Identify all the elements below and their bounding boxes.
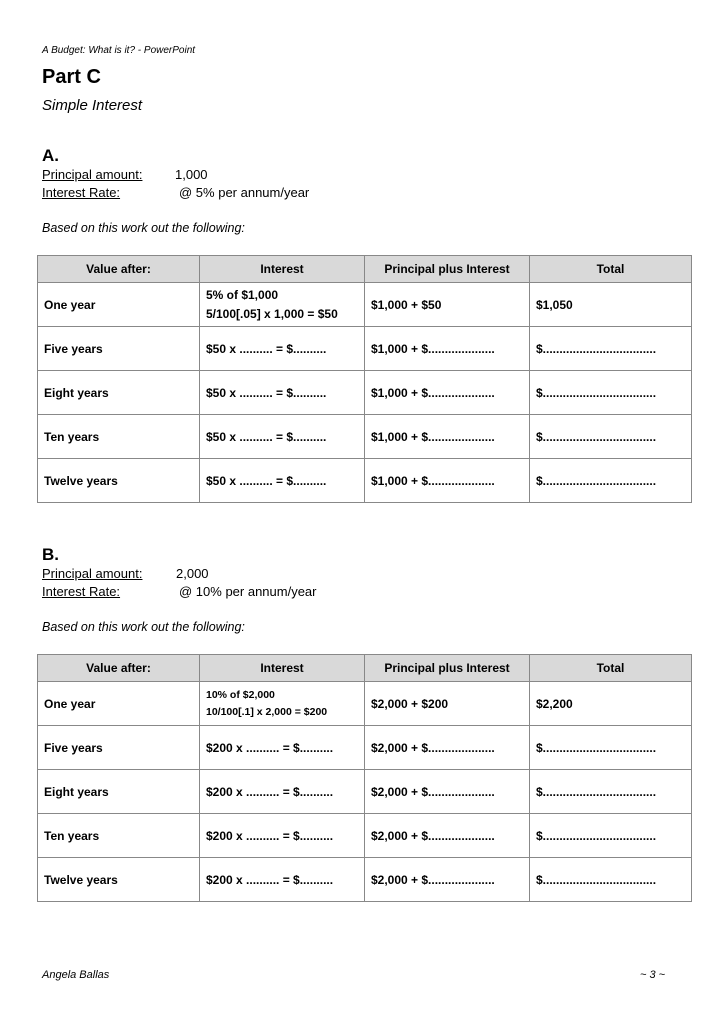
- section-b-instruction: Based on this work out the following:: [42, 620, 245, 634]
- footer-author: Angela Ballas: [42, 969, 110, 981]
- period-cell: Eight years: [38, 770, 200, 814]
- period-cell: One year: [38, 283, 200, 327]
- total-cell: $..................................: [530, 415, 692, 459]
- interest-cell: $50 x .......... = $..........: [200, 415, 365, 459]
- interest-line-1: 10% of $2,000: [206, 689, 275, 701]
- column-header: Value after:: [38, 655, 200, 682]
- interest-cell: $200 x .......... = $..........: [200, 858, 365, 902]
- interest-cell: $50 x .......... = $..........: [200, 459, 365, 503]
- table-row: [38, 682, 692, 726]
- total-cell: $..................................: [530, 858, 692, 902]
- interest-cell: $200 x .......... = $..........: [200, 770, 365, 814]
- document-header: A Budget: What is it? - PowerPoint: [42, 45, 196, 56]
- principal-plus-interest-cell: $2,000 + $....................: [365, 814, 530, 858]
- total-cell: $..................................: [530, 814, 692, 858]
- table-header-row: [38, 655, 692, 682]
- section-a-rate-value: @ 5% per annum/year: [179, 185, 310, 200]
- section-b-principal-value: 2,000: [176, 566, 209, 581]
- section-a-table: [37, 255, 692, 503]
- column-header: Total: [530, 256, 692, 283]
- principal-plus-interest-cell: $2,000 + $....................: [365, 770, 530, 814]
- principal-plus-interest-cell: $2,000 + $200: [365, 682, 530, 726]
- interest-cell: $200 x .......... = $..........: [200, 814, 365, 858]
- section-b-rate-label: Interest Rate:: [42, 584, 121, 599]
- interest-cell: [200, 682, 365, 726]
- table-row: [38, 814, 692, 858]
- section-b-heading: B.: [42, 545, 59, 564]
- interest-line-2: 5/100[.05] x 1,000 = $50: [206, 307, 338, 321]
- table-row: [38, 858, 692, 902]
- column-header: Total: [530, 655, 692, 682]
- section-a-rate-label: Interest Rate:: [42, 185, 121, 200]
- interest-line-1: 5% of $1,000: [206, 288, 279, 302]
- column-header: Value after:: [38, 256, 200, 283]
- total-cell: $..................................: [530, 459, 692, 503]
- total-cell: $..................................: [530, 327, 692, 371]
- column-header: Interest: [200, 256, 365, 283]
- table-row: [38, 459, 692, 503]
- column-header: Principal plus Interest: [365, 655, 530, 682]
- section-a-heading: A.: [42, 146, 59, 165]
- table-row: [38, 371, 692, 415]
- section-b-rate-value: @ 10% per annum/year: [179, 584, 317, 599]
- column-header: Principal plus Interest: [365, 256, 530, 283]
- footer-page-number: ~ 3 ~: [640, 969, 666, 981]
- total-cell: $1,050: [530, 283, 692, 327]
- period-cell: Twelve years: [38, 459, 200, 503]
- section-a-principal-label: Principal amount:: [42, 167, 143, 182]
- period-cell: One year: [38, 682, 200, 726]
- section-a-instruction: Based on this work out the following:: [42, 221, 245, 235]
- section-b-principal-label: Principal amount:: [42, 566, 143, 581]
- page-title: Part C: [42, 66, 101, 88]
- period-cell: Twelve years: [38, 858, 200, 902]
- section-b-table: [37, 654, 692, 902]
- principal-plus-interest-cell: $2,000 + $....................: [365, 726, 530, 770]
- interest-cell: $50 x .......... = $..........: [200, 327, 365, 371]
- period-cell: Five years: [38, 726, 200, 770]
- section-a-principal-value: 1,000: [175, 167, 208, 182]
- principal-plus-interest-cell: $1,000 + $....................: [365, 415, 530, 459]
- interest-line-2: 10/100[.1] x 2,000 = $200: [206, 706, 328, 718]
- table-row: [38, 283, 692, 327]
- column-header: Interest: [200, 655, 365, 682]
- period-cell: Five years: [38, 327, 200, 371]
- principal-plus-interest-cell: $1,000 + $....................: [365, 371, 530, 415]
- principal-plus-interest-cell: $1,000 + $....................: [365, 327, 530, 371]
- total-cell: $..................................: [530, 371, 692, 415]
- interest-cell: $200 x .......... = $..........: [200, 726, 365, 770]
- interest-cell: $50 x .......... = $..........: [200, 371, 365, 415]
- interest-cell: [200, 283, 365, 327]
- total-cell: $..................................: [530, 726, 692, 770]
- total-cell: $..................................: [530, 770, 692, 814]
- period-cell: Eight years: [38, 371, 200, 415]
- table-row: [38, 327, 692, 371]
- period-cell: Ten years: [38, 415, 200, 459]
- principal-plus-interest-cell: $1,000 + $....................: [365, 459, 530, 503]
- period-cell: Ten years: [38, 814, 200, 858]
- table-row: [38, 726, 692, 770]
- total-cell: $2,200: [530, 682, 692, 726]
- page-subtitle: Simple Interest: [42, 97, 143, 114]
- table-row: [38, 415, 692, 459]
- principal-plus-interest-cell: $2,000 + $....................: [365, 858, 530, 902]
- principal-plus-interest-cell: $1,000 + $50: [365, 283, 530, 327]
- table-header-row: [38, 256, 692, 283]
- table-row: [38, 770, 692, 814]
